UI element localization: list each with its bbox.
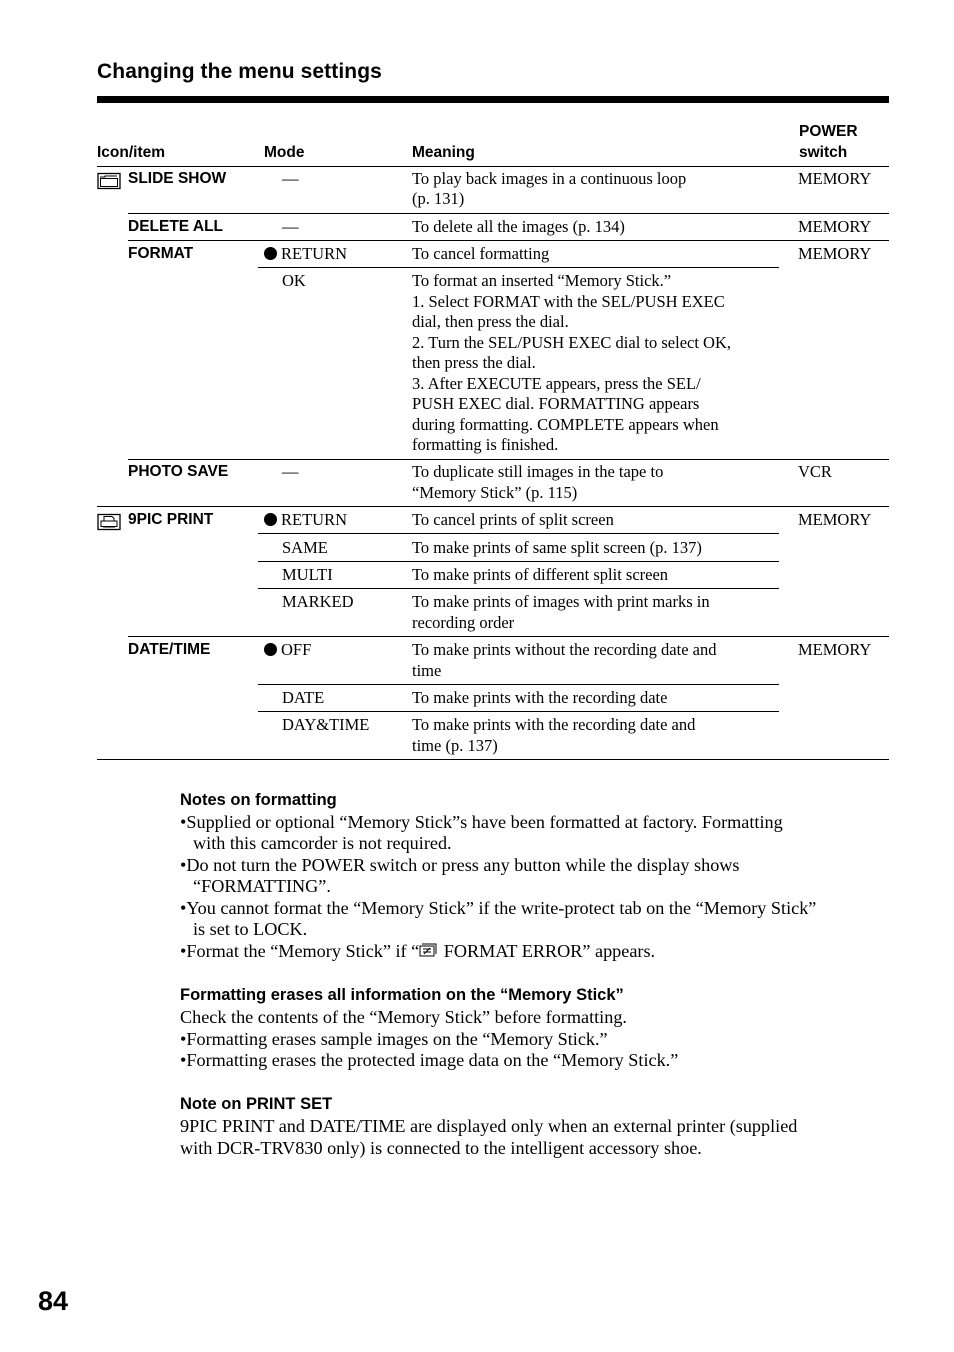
header-icon-item: Icon/item xyxy=(97,144,166,161)
row-rule xyxy=(128,213,889,214)
meaning-format-ok-line: dial, then press the dial. xyxy=(412,312,569,331)
item-date-time: DATE/TIME xyxy=(128,641,211,658)
notes-erase-bullet: •Formatting erases sample images on the “Memory Stick.” xyxy=(180,1028,608,1049)
notes-erase-text: Check the contents of the “Memory Stick” before formatting. xyxy=(180,1007,627,1027)
meaning-date-off-2: time xyxy=(412,661,442,680)
item-9pic-print: 9PIC PRINT xyxy=(128,511,214,528)
meaning-9pic-return: To cancel prints of split screen xyxy=(412,510,614,529)
notes-formatting-bullet-cont: “FORMATTING”. xyxy=(193,876,331,896)
meaning-9pic-same: To make prints of same split screen (p. 137) xyxy=(412,538,702,557)
default-marker-icon xyxy=(264,247,277,260)
row-rule xyxy=(258,267,779,268)
memory-stick-set-icon xyxy=(97,172,122,190)
notes-formatting-bullet-cont: with this camcorder is not required. xyxy=(193,833,452,853)
header-power-line2: switch xyxy=(799,144,848,161)
mode-format-return: RETURN xyxy=(264,244,347,265)
meaning-9pic-marked-1: To make prints of images with print marks in xyxy=(412,592,710,611)
notes-erase-heading: Formatting erases all information on the “Memory Stick” xyxy=(180,986,624,1004)
meaning-format-ok-line: during formatting. COMPLETE appears when xyxy=(412,414,719,434)
power-date-time: MEMORY xyxy=(798,640,872,659)
item-photo-save: PHOTO SAVE xyxy=(128,463,229,480)
power-format: MEMORY xyxy=(798,244,872,263)
row-rule xyxy=(258,711,779,712)
mode-9pic-same: SAME xyxy=(282,538,328,557)
default-marker-icon xyxy=(264,513,277,526)
meaning-delete-all: To delete all the images (p. 134) xyxy=(412,217,625,236)
meaning-format-ok-line: PUSH EXEC dial. FORMATTING appears xyxy=(412,394,700,413)
row-rule xyxy=(258,561,779,562)
meaning-9pic-marked-2: recording order xyxy=(412,613,515,632)
mode-9pic-multi: MULTI xyxy=(282,565,333,584)
notes-print-set-heading: Note on PRINT SET xyxy=(180,1095,333,1113)
mode-9pic-return: RETURN xyxy=(264,510,347,531)
meaning-date-off-1: To make prints without the recording date and xyxy=(412,640,717,659)
mode-date-off: OFF xyxy=(264,640,311,661)
memory-stick-error-icon xyxy=(419,943,439,959)
title-rule xyxy=(97,96,889,103)
notes-formatting-bullet-cont: is set to LOCK. xyxy=(193,919,308,939)
mode-photo-save: — xyxy=(282,462,299,481)
meaning-photo-save-1: To duplicate still images in the tape to xyxy=(412,462,664,481)
mode-date-date: DATE xyxy=(282,688,325,707)
notes-erase-bullet: •Formatting erases the protected image data on the “Memory Stick.” xyxy=(180,1050,679,1070)
row-rule xyxy=(258,588,779,589)
meaning-format-return: To cancel formatting xyxy=(412,244,550,263)
meaning-slide-show-1: To play back images in a continuous loop xyxy=(412,169,687,188)
row-rule xyxy=(258,684,779,685)
meaning-format-ok-line: 2. Turn the SEL/PUSH EXEC dial to select OK, xyxy=(412,332,732,352)
row-rule xyxy=(258,533,779,534)
meaning-slide-show-2: (p. 131) xyxy=(412,189,465,208)
row-rule xyxy=(128,240,889,241)
notes-print-set-text: with DCR-TRV830 only) is connected to the intelligent accessory shoe. xyxy=(180,1137,702,1158)
notes-formatting-bullet: •Do not turn the POWER switch or press any button while the display shows xyxy=(180,855,740,875)
meaning-format-ok-line: To format an inserted “Memory Stick.” xyxy=(412,271,672,290)
header-mode: Mode xyxy=(264,144,305,161)
power-photo-save: VCR xyxy=(798,462,832,481)
notes-formatting-bullet: •Format the “Memory Stick” if “ FORMAT ERROR” appears. xyxy=(180,941,656,961)
meaning-date-date: To make prints with the recording date xyxy=(412,688,668,707)
default-marker-icon xyxy=(264,643,277,656)
mode-9pic-marked: MARKED xyxy=(282,592,354,611)
notes-formatting-bullet: •Supplied or optional “Memory Stick”s have been formatted at factory. Formatting xyxy=(180,812,783,832)
print-set-icon xyxy=(97,513,122,531)
header-rule xyxy=(97,166,889,167)
row-rule xyxy=(128,636,889,637)
header-power-line1: POWER xyxy=(799,123,858,140)
mode-delete-all: — xyxy=(282,217,299,236)
item-slide-show: SLIDE SHOW xyxy=(128,170,227,187)
meaning-format-ok-line: formatting is finished. xyxy=(412,435,559,454)
meaning-format-ok-line: 3. After EXECUTE appears, press the SEL/ xyxy=(412,373,701,393)
row-rule xyxy=(128,459,889,460)
item-delete-all: DELETE ALL xyxy=(128,218,224,235)
meaning-photo-save-2: “Memory Stick” (p. 115) xyxy=(412,483,578,502)
power-9pic-print: MEMORY xyxy=(798,510,872,529)
mode-slide-show: — xyxy=(282,169,299,188)
meaning-format-ok-line: then press the dial. xyxy=(412,353,536,372)
page-title: Changing the menu settings xyxy=(97,60,382,83)
item-format: FORMAT xyxy=(128,245,194,262)
meaning-date-daytime-1: To make prints with the recording date and xyxy=(412,715,696,734)
page-number: 84 xyxy=(38,1286,69,1316)
notes-formatting-heading: Notes on formatting xyxy=(180,791,337,809)
power-delete-all: MEMORY xyxy=(798,217,872,236)
mode-date-daytime: DAY&TIME xyxy=(282,715,370,734)
section-rule xyxy=(97,506,889,507)
notes-formatting-bullet: •You cannot format the “Memory Stick” if the write-protect tab on the “Memory Stick” xyxy=(180,898,817,918)
meaning-date-daytime-2: time (p. 137) xyxy=(412,736,498,755)
table-bottom-rule xyxy=(97,759,889,760)
power-slide-show: MEMORY xyxy=(798,169,872,188)
meaning-format-ok-line: 1. Select FORMAT with the SEL/PUSH EXEC xyxy=(412,291,725,311)
header-meaning: Meaning xyxy=(412,144,475,161)
meaning-9pic-multi: To make prints of different split screen xyxy=(412,565,669,584)
mode-format-ok: OK xyxy=(282,271,306,290)
notes-print-set-text: 9PIC PRINT and DATE/TIME are displayed only when an external printer (supplied xyxy=(180,1116,798,1136)
